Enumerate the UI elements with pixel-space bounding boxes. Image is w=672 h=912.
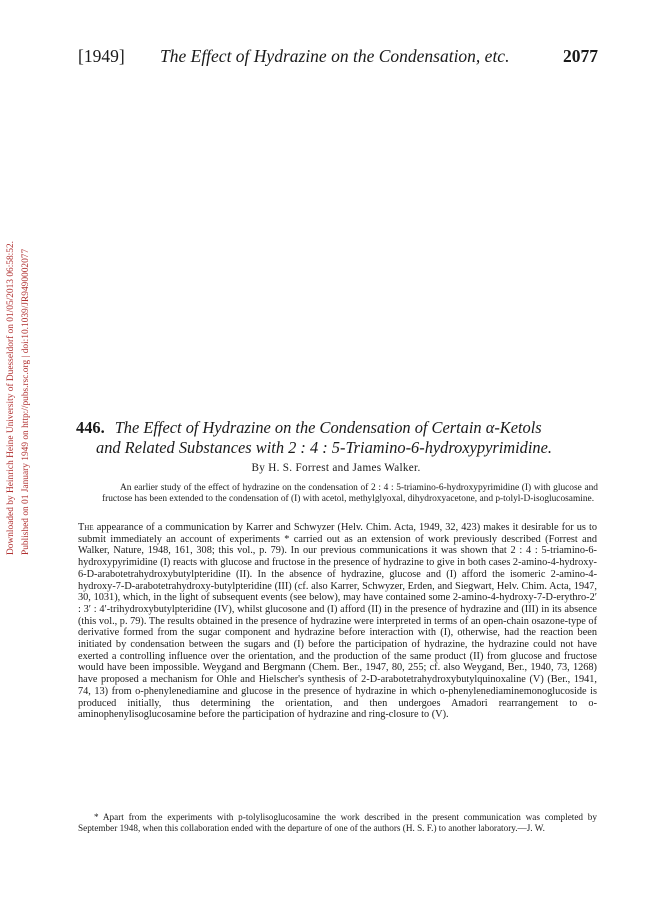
- article-title-line2: and Related Substances with 2 : 4 : 5-Triamino-6-hydroxypyrimidine.: [96, 438, 552, 457]
- footnote: * Apart from the experiments with p-tolylisoglucosamine the work described in the present communication was completed by September 1948, when this collaboration ended with the departure of one of the authors (H. S. F.) to another laboratory.—J. W.: [78, 812, 597, 833]
- running-head-title: The Effect of Hydrazine on the Condensation, etc.: [160, 46, 510, 66]
- watermark-publication-line: Published on 01 January 1949 on http://pubs.rsc.org | doi:10.1039/JR9490002077: [21, 248, 31, 555]
- download-watermark: [4, 185, 38, 555]
- abstract: An earlier study of the effect of hydrazine on the condensation of 2 : 4 : 5-triamino-6-hydroxypyrimidine (I) with glucose and fructose has been extended to the condensation of (I) with acetol, methylglyoxal, dihydroxyacetone, and p-tolyl-D-isoglucosamine.: [102, 483, 598, 504]
- running-head-year: [1949]: [78, 46, 125, 66]
- body-text: appearance of a communication by Karrer and Schwyzer (Helv. Chim. Acta, 1949, 32, 423) makes it desirable for us to submit immediately an account of experiments * carried out as an extension of work previously described (Forrest and Walker, Nature, 1948, 161, 308; this vol., p. 79). In our previous communications it was shown that 2 : 4 : 5-triamino-6-hydroxypyrimidine (I) reacts with glucose and fructose in the presence of hydrazine to give in both cases 2-amino-4-hydroxy-6-D-arabotetrahydroxybutylpteridine (II). In the absence of hydrazine, glucose and (I) afford the isomeric 2-amino-4-hydroxy-7-D-arabotetrahydroxy-butylpteridine (III) (cf. also Karrer, Schwyzer, Erden, and Siegwart, Helv. Chim. Acta, 1947, 30, 1031), which, in the light of subsequent events (see below), may have contained some 2-amino-4-hydroxy-7-D-erythro-2′ : 3′ : 4′-trihydroxybutylpteridine (IV), whilst glucosone and (I) afford (II) in the presence of hydrazine and (III) in its absence (this vol., p. 79). The results obtained in the presence of hydrazine were interpreted in terms of an open-chain osazone-type of derivative formed from the sugar component and hydrazine before interaction with (I), otherwise, had the reaction been initiated by condensation between the sugars and (I) before the participation of hydrazine, the hydrazine could not have exerted a controlling influence over the orientation, and the production of the same product (II) from glucose and fructose would have been impossible. Weygand and Bergmann (Chem. Ber., 1947, 80, 255; cf. also Weygand, Ber., 1940, 73, 1268) have proposed a mechanism for Ohle and Hielscher's synthesis of 2-D-arabotetrahydroxybutylquinoxaline (V) (Ber., 1941, 74, 13) from o-phenylenediamine and glucose in the presence of hydrazine in which o-phenylenediaminemonoglucoside is produced initially, thus determining the orientation, and then undergoes Amadori rearrangement to o-aminophenylisoglucosamine before the participation of hydrazine and ring-closure to (V).: [78, 522, 597, 721]
- running-head: [78, 46, 598, 70]
- article-title-line1: The Effect of Hydrazine on the Condensation of Certain α-Ketols: [114, 418, 542, 437]
- article-title: [76, 418, 616, 458]
- page-number: 2077: [563, 46, 598, 66]
- body-paragraph: [78, 522, 597, 721]
- author-byline: By H. S. Forrest and James Walker.: [251, 462, 421, 474]
- article-number: 446.: [76, 418, 105, 437]
- body-dropcap: The: [78, 522, 94, 533]
- watermark-download-line: Downloaded by Heinrich Heine University of Duesseldorf on 01/05/2013 06:58:52.: [6, 240, 16, 555]
